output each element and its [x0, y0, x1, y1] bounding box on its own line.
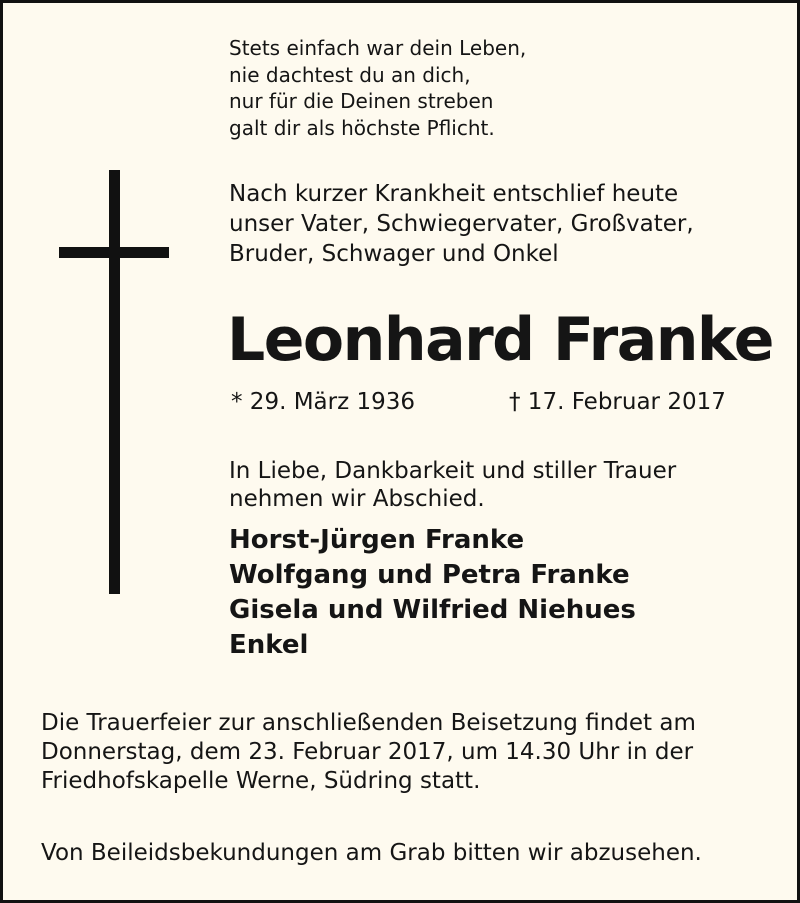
service-line: Donnerstag, dem 23. Februar 2017, um 14.30 Uhr in der — [41, 739, 694, 765]
mourners-list — [229, 523, 636, 663]
verse-line: nie dachtest du an dich, — [229, 62, 471, 87]
memorial-verse — [229, 35, 526, 141]
mourner-name: Wolfgang und Petra Franke — [229, 560, 630, 590]
mourner-name: Gisela und Wilfried Niehues — [229, 595, 636, 625]
announcement-line: Nach kurzer Krankheit entschlief heute — [229, 181, 679, 207]
verse-line: nur für die Deinen streben — [229, 89, 494, 113]
verse-line: galt dir als höchste Pflicht. — [229, 115, 495, 140]
cross-horizontal-beam — [59, 247, 169, 258]
condolence-note: Von Beileidsbekundungen am Grab bitten wir abzusehen. — [41, 840, 702, 866]
announcement-line: unser Vater, Schwiegervater, Großvater, — [229, 211, 694, 237]
service-line: Die Trauerfeier zur anschließenden Beisetzung findet am — [41, 710, 696, 736]
death-announcement — [229, 179, 694, 269]
funeral-service-info — [41, 709, 696, 796]
mourner-name: Enkel — [229, 630, 309, 660]
deceased-name: Leonhard Franke — [227, 305, 773, 375]
cross-vertical-beam — [109, 170, 120, 594]
service-line: Friedhofskapelle Werne, Südring statt. — [41, 768, 481, 794]
farewell-text — [229, 457, 676, 513]
farewell-line: In Liebe, Dankbarkeit und stiller Trauer — [229, 458, 677, 484]
birth-date: * 29. März 1936 — [231, 389, 416, 415]
verse-line: Stets einfach war dein Leben, — [229, 36, 527, 60]
death-date: † 17. Februar 2017 — [509, 389, 726, 415]
announcement-line: Bruder, Schwager und Onkel — [229, 241, 559, 267]
farewell-line: nehmen wir Abschied. — [229, 486, 485, 512]
mourner-name: Horst-Jürgen Franke — [229, 525, 525, 555]
